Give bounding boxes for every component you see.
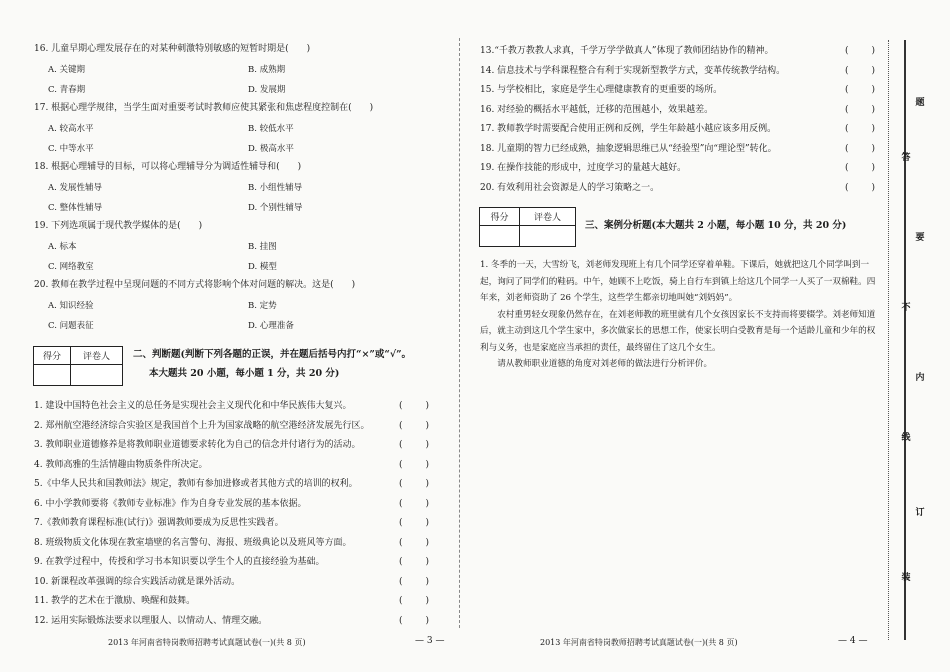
score-label: 得分 — [480, 208, 520, 226]
paren-close: ) — [871, 46, 875, 56]
option: D. 个别性辅导 — [248, 203, 303, 213]
grader-label: 评卷人 — [520, 208, 575, 226]
answer-parentheses[interactable] — [399, 499, 429, 510]
option-row — [34, 240, 446, 253]
essay-paragraph-3: 请从教师职业道德的角度对刘老师的做法进行分析评价。 — [497, 359, 713, 369]
paren-open: ( — [845, 143, 849, 154]
paren-open: ( — [399, 518, 403, 528]
paren-close: ) — [871, 163, 875, 173]
option-row — [34, 122, 446, 135]
mc-question-text: 17. 根据心理学规律，当学生面对重要考试时教师应使其紧张和焦虑程度控制在( ) — [34, 103, 374, 113]
tf-question-text: 9. 在教学过程中，传授和学习书本知识要以学生个人的直接经验为基础。 — [34, 557, 325, 567]
mc-question — [34, 280, 446, 332]
paren-close: ) — [425, 518, 429, 528]
left-page-number: — 3 — — [415, 636, 445, 646]
option: B. 较低水平 — [248, 124, 294, 134]
tf-question — [34, 421, 446, 441]
essay-paragraph-2: 农村重男轻女现象仍然存在，在刘老师教的班里就有几个女孩因家长不支持而将要辍学。刘老师知道后，就主动到这几个学生家中，多次做家长的思想工作，使家长明白受教育是每一个适龄儿童和少年的权利与义务，也是家庭应当承担的责任，最终留住了这几个女生。 — [480, 309, 876, 353]
option-row — [34, 260, 446, 273]
score-input-cell — [480, 226, 520, 246]
tf-question — [34, 440, 446, 460]
option-row — [34, 181, 446, 194]
tf-question-text: 2. 郑州航空港经济综合实验区是我国首个上升为国家战略的航空港经济发展先行区。 — [34, 420, 370, 431]
paren-open: ( — [845, 46, 849, 56]
binding-char: 要 — [915, 233, 925, 243]
right-footer: 2013 年河南省特岗教师招聘考试真题试卷(一)(共 8 页) — [540, 638, 738, 647]
answer-parentheses[interactable] — [399, 616, 429, 627]
tf-question — [480, 105, 890, 125]
tf-question-text: 5.《中华人民共和国教师法》规定，教师有参加进修或者其他方式的培训的权利。 — [34, 479, 358, 489]
answer-parentheses[interactable] — [845, 85, 875, 96]
answer-parentheses[interactable] — [399, 421, 429, 432]
option: B. 挂图 — [248, 242, 277, 252]
tf-question-text: 4. 教师高雅的生活情趣由物质条件所决定。 — [34, 459, 208, 470]
page-divider — [459, 38, 460, 628]
left-tf-list — [34, 401, 446, 635]
tf-question-text: 13.“千教万教教人求真，千学万学学做真人”体现了教师团结协作的精神。 — [480, 46, 774, 56]
mc-question-text: 19. 下列选项属于现代教学媒体的是( ) — [34, 221, 203, 231]
tf-question — [34, 577, 446, 597]
paren-close: ) — [425, 615, 429, 626]
score-box-section-2 — [33, 346, 123, 386]
paren-open: ( — [399, 420, 403, 431]
paren-close: ) — [425, 459, 429, 470]
tf-question-text: 7.《教师教育课程标准(试行)》强调教师要成为反思性实践者。 — [34, 518, 284, 528]
binding-char: 线 — [901, 433, 911, 443]
tf-question-text: 15. 与学校相比，家庭是学生心理健康教育的更重要的场所。 — [480, 85, 723, 95]
binding-char: 订 — [915, 508, 925, 518]
paren-close: ) — [425, 401, 429, 411]
answer-parentheses[interactable] — [845, 144, 875, 155]
paren-open: ( — [399, 557, 403, 567]
score-label: 得分 — [34, 347, 71, 365]
option: B. 小组性辅导 — [248, 183, 303, 193]
binding-solid-line — [904, 40, 906, 640]
option-row — [34, 83, 446, 96]
paren-close: ) — [425, 557, 429, 567]
binding-char: 答 — [901, 153, 911, 163]
paren-open: ( — [399, 498, 403, 509]
tf-question — [34, 499, 446, 519]
right-tf-list — [480, 46, 890, 202]
option: C. 问题表征 — [48, 321, 94, 331]
tf-question — [34, 557, 446, 577]
tf-question — [34, 479, 446, 499]
grader-label: 评卷人 — [71, 347, 122, 365]
option: D. 极高水平 — [248, 144, 294, 154]
paren-open: ( — [399, 537, 403, 548]
tf-question — [480, 183, 890, 203]
option-row — [34, 142, 446, 155]
grader-input-cell — [71, 365, 122, 385]
paren-open: ( — [399, 440, 403, 450]
tf-question — [34, 616, 446, 636]
answer-parentheses[interactable] — [399, 518, 429, 529]
paren-close: ) — [425, 479, 429, 489]
tf-question — [480, 144, 890, 164]
option: C. 整体性辅导 — [48, 203, 103, 213]
paren-close: ) — [425, 596, 429, 606]
tf-question-text: 17. 教师教学时需要配合使用正例和反例，学生年龄越小越应该多用反例。 — [480, 124, 777, 134]
tf-question — [34, 518, 446, 538]
option: C. 青春期 — [48, 85, 86, 95]
option: B. 成熟期 — [248, 65, 286, 75]
paren-open: ( — [845, 104, 849, 115]
option: D. 模型 — [248, 262, 277, 272]
section-3-title: 三、案例分析题(本大题共 2 小题，每小题 10 分，共 20 分) — [585, 220, 847, 231]
mc-question — [34, 221, 446, 273]
tf-question — [480, 163, 890, 183]
answer-parentheses[interactable] — [399, 577, 429, 588]
tf-question — [480, 66, 890, 86]
section-2-title-line2: 本大题共 20 小题，每小题 1 分，共 20 分) — [149, 368, 340, 379]
paren-open: ( — [845, 182, 849, 193]
answer-parentheses[interactable] — [399, 596, 429, 607]
mc-question-text: 20. 教师在教学过程中呈现问题的不同方式将影响个体对问题的解决。这是( ) — [34, 280, 356, 290]
grader-input-cell — [520, 226, 575, 246]
binding-char: 装 — [901, 573, 911, 583]
option-row — [34, 319, 446, 332]
paren-open: ( — [399, 576, 403, 587]
mc-question — [34, 162, 446, 214]
paren-open: ( — [399, 401, 403, 411]
option-row — [34, 63, 446, 76]
option: A. 知识经验 — [48, 301, 94, 311]
answer-parentheses[interactable] — [399, 460, 429, 471]
binding-char: 题 — [915, 98, 925, 108]
paren-close: ) — [871, 182, 875, 193]
binding-char: 不 — [901, 303, 911, 313]
answer-parentheses[interactable] — [845, 183, 875, 194]
tf-question-text: 1. 建设中国特色社会主义的总任务是实现社会主义现代化和中华民族伟大复兴。 — [34, 401, 352, 411]
right-page-number: — 4 — — [838, 636, 868, 646]
tf-question — [34, 538, 446, 558]
paren-open: ( — [399, 479, 403, 489]
paren-close: ) — [871, 85, 875, 95]
tf-question-text: 6. 中小学教师要将《教师专业标准》作为自身专业发展的基本依据。 — [34, 498, 307, 509]
paren-open: ( — [845, 85, 849, 95]
tf-question-text: 20. 有效利用社会资源是人的学习策略之一。 — [480, 182, 660, 193]
answer-parentheses[interactable] — [845, 66, 875, 77]
paren-close: ) — [871, 124, 875, 134]
option-row — [34, 299, 446, 312]
tf-question — [480, 85, 890, 105]
tf-question-text: 8. 班级物质文化体现在教室墙壁的名言警句、海报、班级典论以及班风等方面。 — [34, 537, 352, 548]
tf-question — [34, 401, 446, 421]
option: A. 发展性辅导 — [48, 183, 103, 193]
section-2-title-line1: 二、判断题(判断下列各题的正误，并在题后括号内打“×”或“√”。 — [133, 349, 412, 360]
tf-question-text: 16. 对经验的概括水平越低，迁移的范围越小，效果越差。 — [480, 104, 714, 115]
paren-close: ) — [425, 440, 429, 450]
tf-question — [34, 460, 446, 480]
left-page-mc-section — [34, 44, 446, 339]
paren-close: ) — [871, 104, 875, 115]
option: D. 心理准备 — [248, 321, 294, 331]
answer-parentheses[interactable] — [845, 46, 875, 57]
option: D. 发展期 — [248, 85, 286, 95]
paren-close: ) — [425, 537, 429, 548]
mc-question — [34, 44, 446, 96]
answer-parentheses[interactable] — [845, 105, 875, 116]
tf-question-text: 10. 新课程改革强调的综合实践活动就是课外活动。 — [34, 576, 241, 587]
paren-open: ( — [845, 124, 849, 134]
tf-question — [480, 124, 890, 144]
paren-close: ) — [425, 420, 429, 431]
tf-question-text: 12. 运用实际锻炼法要求以理服人、以情动人、情理交融。 — [34, 615, 268, 626]
answer-parentheses[interactable] — [399, 557, 429, 568]
answer-parentheses[interactable] — [399, 538, 429, 549]
tf-question — [480, 46, 890, 66]
option-row — [34, 201, 446, 214]
answer-parentheses[interactable] — [399, 479, 429, 490]
tf-question-text: 14. 信息技术与学科课程整合有利于实现新型教学方式，变革传统教学结构。 — [480, 65, 786, 76]
paren-open: ( — [399, 615, 403, 626]
option: C. 网络教室 — [48, 262, 94, 272]
tf-question-text: 18. 儿童期的智力已经成熟，抽象逻辑思维已从“经验型”向“理论型”转化。 — [480, 143, 777, 154]
option: B. 定势 — [248, 301, 277, 311]
paren-open: ( — [399, 596, 403, 606]
binding-dotted-line — [888, 40, 889, 640]
answer-parentheses[interactable] — [845, 124, 875, 135]
tf-question-text: 19. 在操作技能的形成中，过度学习的量越大越好。 — [480, 163, 687, 173]
option: A. 标本 — [48, 242, 77, 252]
answer-parentheses[interactable] — [399, 440, 429, 451]
paren-close: ) — [425, 576, 429, 587]
option: A. 较高水平 — [48, 124, 94, 134]
answer-parentheses[interactable] — [845, 163, 875, 174]
answer-parentheses[interactable] — [399, 401, 429, 412]
mc-question-text: 16. 儿童早期心理发展存在的对某种刺激特别敏感的短暂时期是( ) — [34, 44, 311, 54]
paren-close: ) — [425, 498, 429, 509]
tf-question — [34, 596, 446, 616]
score-box-section-3 — [479, 207, 576, 247]
mc-question-text: 18. 根据心理辅导的目标，可以将心理辅导分为调适性辅导和( ) — [34, 162, 302, 172]
mc-question — [34, 103, 446, 155]
paren-close: ) — [871, 65, 875, 76]
paren-open: ( — [399, 459, 403, 470]
paren-open: ( — [845, 163, 849, 173]
paren-open: ( — [845, 65, 849, 76]
score-input-cell — [34, 365, 71, 385]
essay-paragraph-1: 1. 冬季的一天，大雪纷飞，刘老师发现班上有几个同学还穿着单鞋。下课后，她就把这几个同学叫到一起，询问了同学们的鞋码。中午，她顾不上吃饭，骑上自行车到镇上给这几个同学一人买了一双棉鞋。四年来，刘老师资助了 26 个学生，这些学生都亲切地叫她“刘妈妈”。 — [480, 260, 876, 303]
left-footer: 2013 年河南省特岗教师招聘考试真题试卷(一)(共 8 页) — [108, 638, 306, 647]
tf-question-text: 3. 教师职业道德修养是将教师职业道德要求转化为自己的信念并付诸行为的活动。 — [34, 440, 361, 450]
binding-char: 内 — [915, 373, 925, 383]
paren-close: ) — [871, 143, 875, 154]
tf-question-text: 11. 教学的艺术在于激励、唤醒和鼓舞。 — [34, 596, 196, 606]
option: C. 中等水平 — [48, 144, 94, 154]
option: A. 关键期 — [48, 65, 86, 75]
case-analysis-question — [480, 257, 880, 373]
